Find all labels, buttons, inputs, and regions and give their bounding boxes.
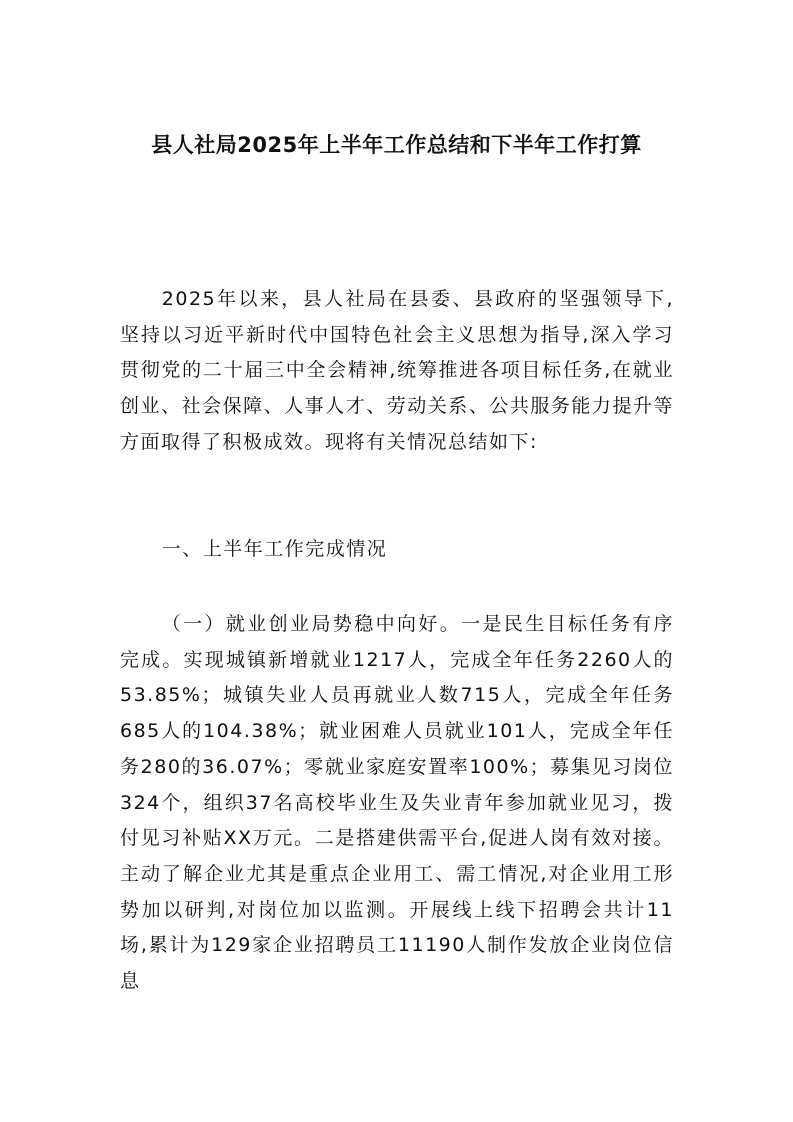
employment-section-paragraph: （一）就业创业局势稳中向好。一是民生目标任务有序完成。实现城镇新增就业1217人，完成全年任务2260人的53.85%；城镇失业人员再就业人数715人，完成全年任务685人的104.38%；就业困难人员就业101人，完成全年任务280的36.07%；零就业家庭安置率100%；募集见习岗位324个，组织37名高校毕业生及失业青年参加就业见习，拨付见习补贴XX万元。二是搭建供需平台,促进人岗有效对接。主动了解企业尤其是重点企业用工、需工情况,对企业用工形势加以研判,对岗位加以监测。开展线上线下招聘会共计11场,累计为129家企业招聘员工11190人制作发放企业岗位信息 [120,613,674,993]
section-heading: 一、上半年工作完成情况 [161,538,388,560]
intro-paragraph: 2025年以来，县人社局在县委、县政府的坚强领导下,坚持以习近平新时代中国特色社会主义思想为指导,深入学习贯彻党的二十届三中全会精神,统筹推进各项目标任务,在就业创业、社会保障、人事人才、劳动关系、公共服务能力提升等方面取得了积极成效。现将有关情况总结如下: [120,288,674,453]
document-title: 县人社局2025年上半年工作总结和下半年工作打算 [151,133,642,157]
